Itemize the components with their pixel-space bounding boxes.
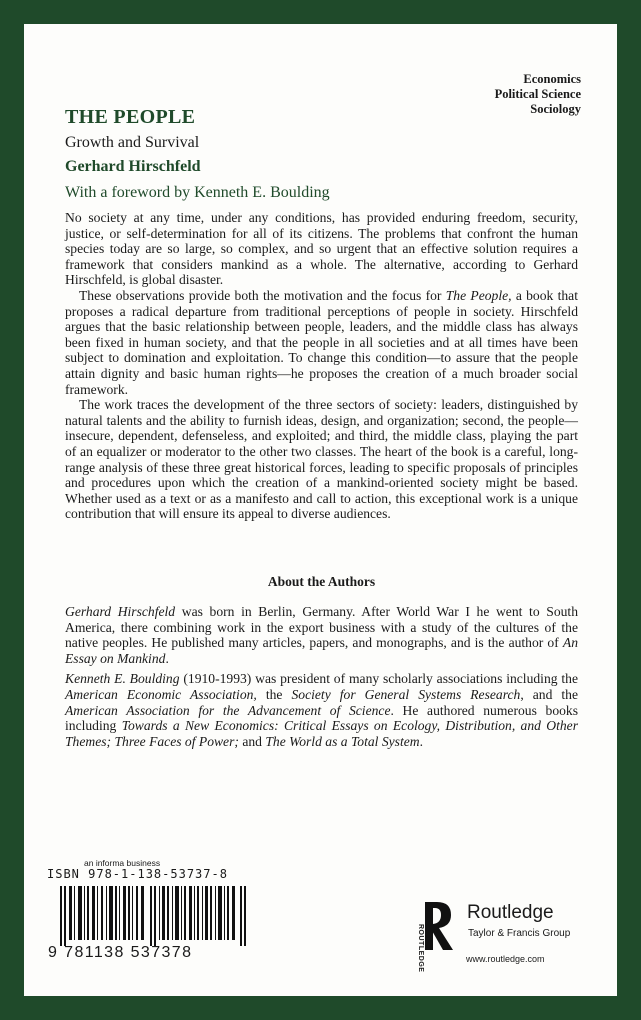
author-bios <box>65 604 578 754</box>
bio-text: was born in Berlin, Germany. After World War I he went to South America, there combining work in the export business with a study of the cultures of the native peoples. He published many articles, papers, and monographs, and is the author of <box>65 604 579 651</box>
description-blurb <box>65 210 578 522</box>
bio-text: and <box>238 733 266 749</box>
publisher-group: Taylor & Francis Group <box>468 928 571 939</box>
barcode-number: 9 781138 537378 <box>48 944 193 961</box>
barcode <box>60 886 250 946</box>
book-subtitle: Growth and Survival <box>65 134 200 151</box>
blurb-paragraph-3: The work traces the development of the three sectors of society: leaders, distinguished by natural talents and the ability to furnish ideas, design, and organization; second, the people—insecure, dependent, defenseless, and exploited; and third, the middle class, playing the part of an equalizer or moderator to the other two classes. The heart of the book is a careful, long-range analysis of these three great historical forces, leading to specific proposals of principles and procedures upon which the creation of a mankind-oriented society might be based. Whether used as a text or as a manifesto and call to action, this exceptional work is a unique contribution that will ensure its appeal to diverse audiences. <box>65 397 578 522</box>
back-cover <box>24 24 617 996</box>
bio-text: the <box>256 686 292 702</box>
bio-book-title: The World as a Total System <box>265 733 420 749</box>
publisher-name: Routledge <box>467 902 554 923</box>
bio-text: . <box>419 733 423 749</box>
bio-book-title: An Essay on Mankind <box>65 635 578 666</box>
subject-political-science: Political Science <box>494 87 581 101</box>
bio-text: . <box>165 650 169 666</box>
bio-boulding <box>65 671 578 749</box>
subject-sociology: Sociology <box>530 102 581 116</box>
blurb-text: a book that proposes a radical departure from traditional perceptions of people in society. Hirschfeld argues that the basic relationship between people, leaders, and the middle class has always been fixed in human society, and that the people in all societies and at all times have been subject to domination and exploitation. To change this condition—to assure that the people attain dignity and basic human rights—he proposes the creation of a much broader social framework. <box>65 287 578 397</box>
about-authors-heading: About the Authors <box>267 574 376 589</box>
blurb-paragraph-1: No society at any time, under any conditions, has provided enduring freedom, security, justice, or self-determination for all of its citizens. The problems that confront the human species today are so large, so complex, and so urgent that an effective solution requires a framework that considers mankind as a whole. The alternative, according to Gerhard Hirschfeld, is global disaster. <box>65 210 578 288</box>
bio-organization: Society for General Systems Research <box>291 686 521 702</box>
bio-text: (1910-1993) was president of many scholarly associations including the <box>179 671 578 687</box>
subject-categories <box>495 72 581 117</box>
bio-name: Gerhard Hirschfeld <box>65 604 176 619</box>
publisher-url: www.routledge.com <box>466 954 545 964</box>
bio-book-title: Towards a New Economics: Critical Essays on Ecology, Distribution, and Other Themes; Three Faces of Power; <box>65 718 578 749</box>
bio-organization: American Association for the Advancement of Science <box>65 702 391 718</box>
book-author: Gerhard Hirschfeld <box>65 158 201 175</box>
subject-economics: Economics <box>523 72 581 86</box>
bio-organization: American Economic Association, <box>65 686 257 702</box>
publisher-vertical-name: ROUTLEDGE <box>417 924 424 973</box>
informa-tagline: an informa business <box>84 858 161 868</box>
blurb-paragraph-2 <box>65 288 578 397</box>
bio-text: , and the <box>520 686 578 702</box>
bio-hirschfeld <box>65 604 578 666</box>
foreword-credit: With a foreword by Kenneth E. Boulding <box>65 184 330 201</box>
blurb-text: These observations provide both the motivation and the focus for <box>79 287 446 303</box>
blurb-book-title: The People, <box>445 287 512 303</box>
isbn-label: ISBN 978-1-138-53737-8 <box>47 867 228 881</box>
book-title: THE PEOPLE <box>65 106 196 128</box>
bio-name: Kenneth E. Boulding <box>65 671 180 687</box>
bio-text: . He authored numerous books including <box>65 702 578 734</box>
